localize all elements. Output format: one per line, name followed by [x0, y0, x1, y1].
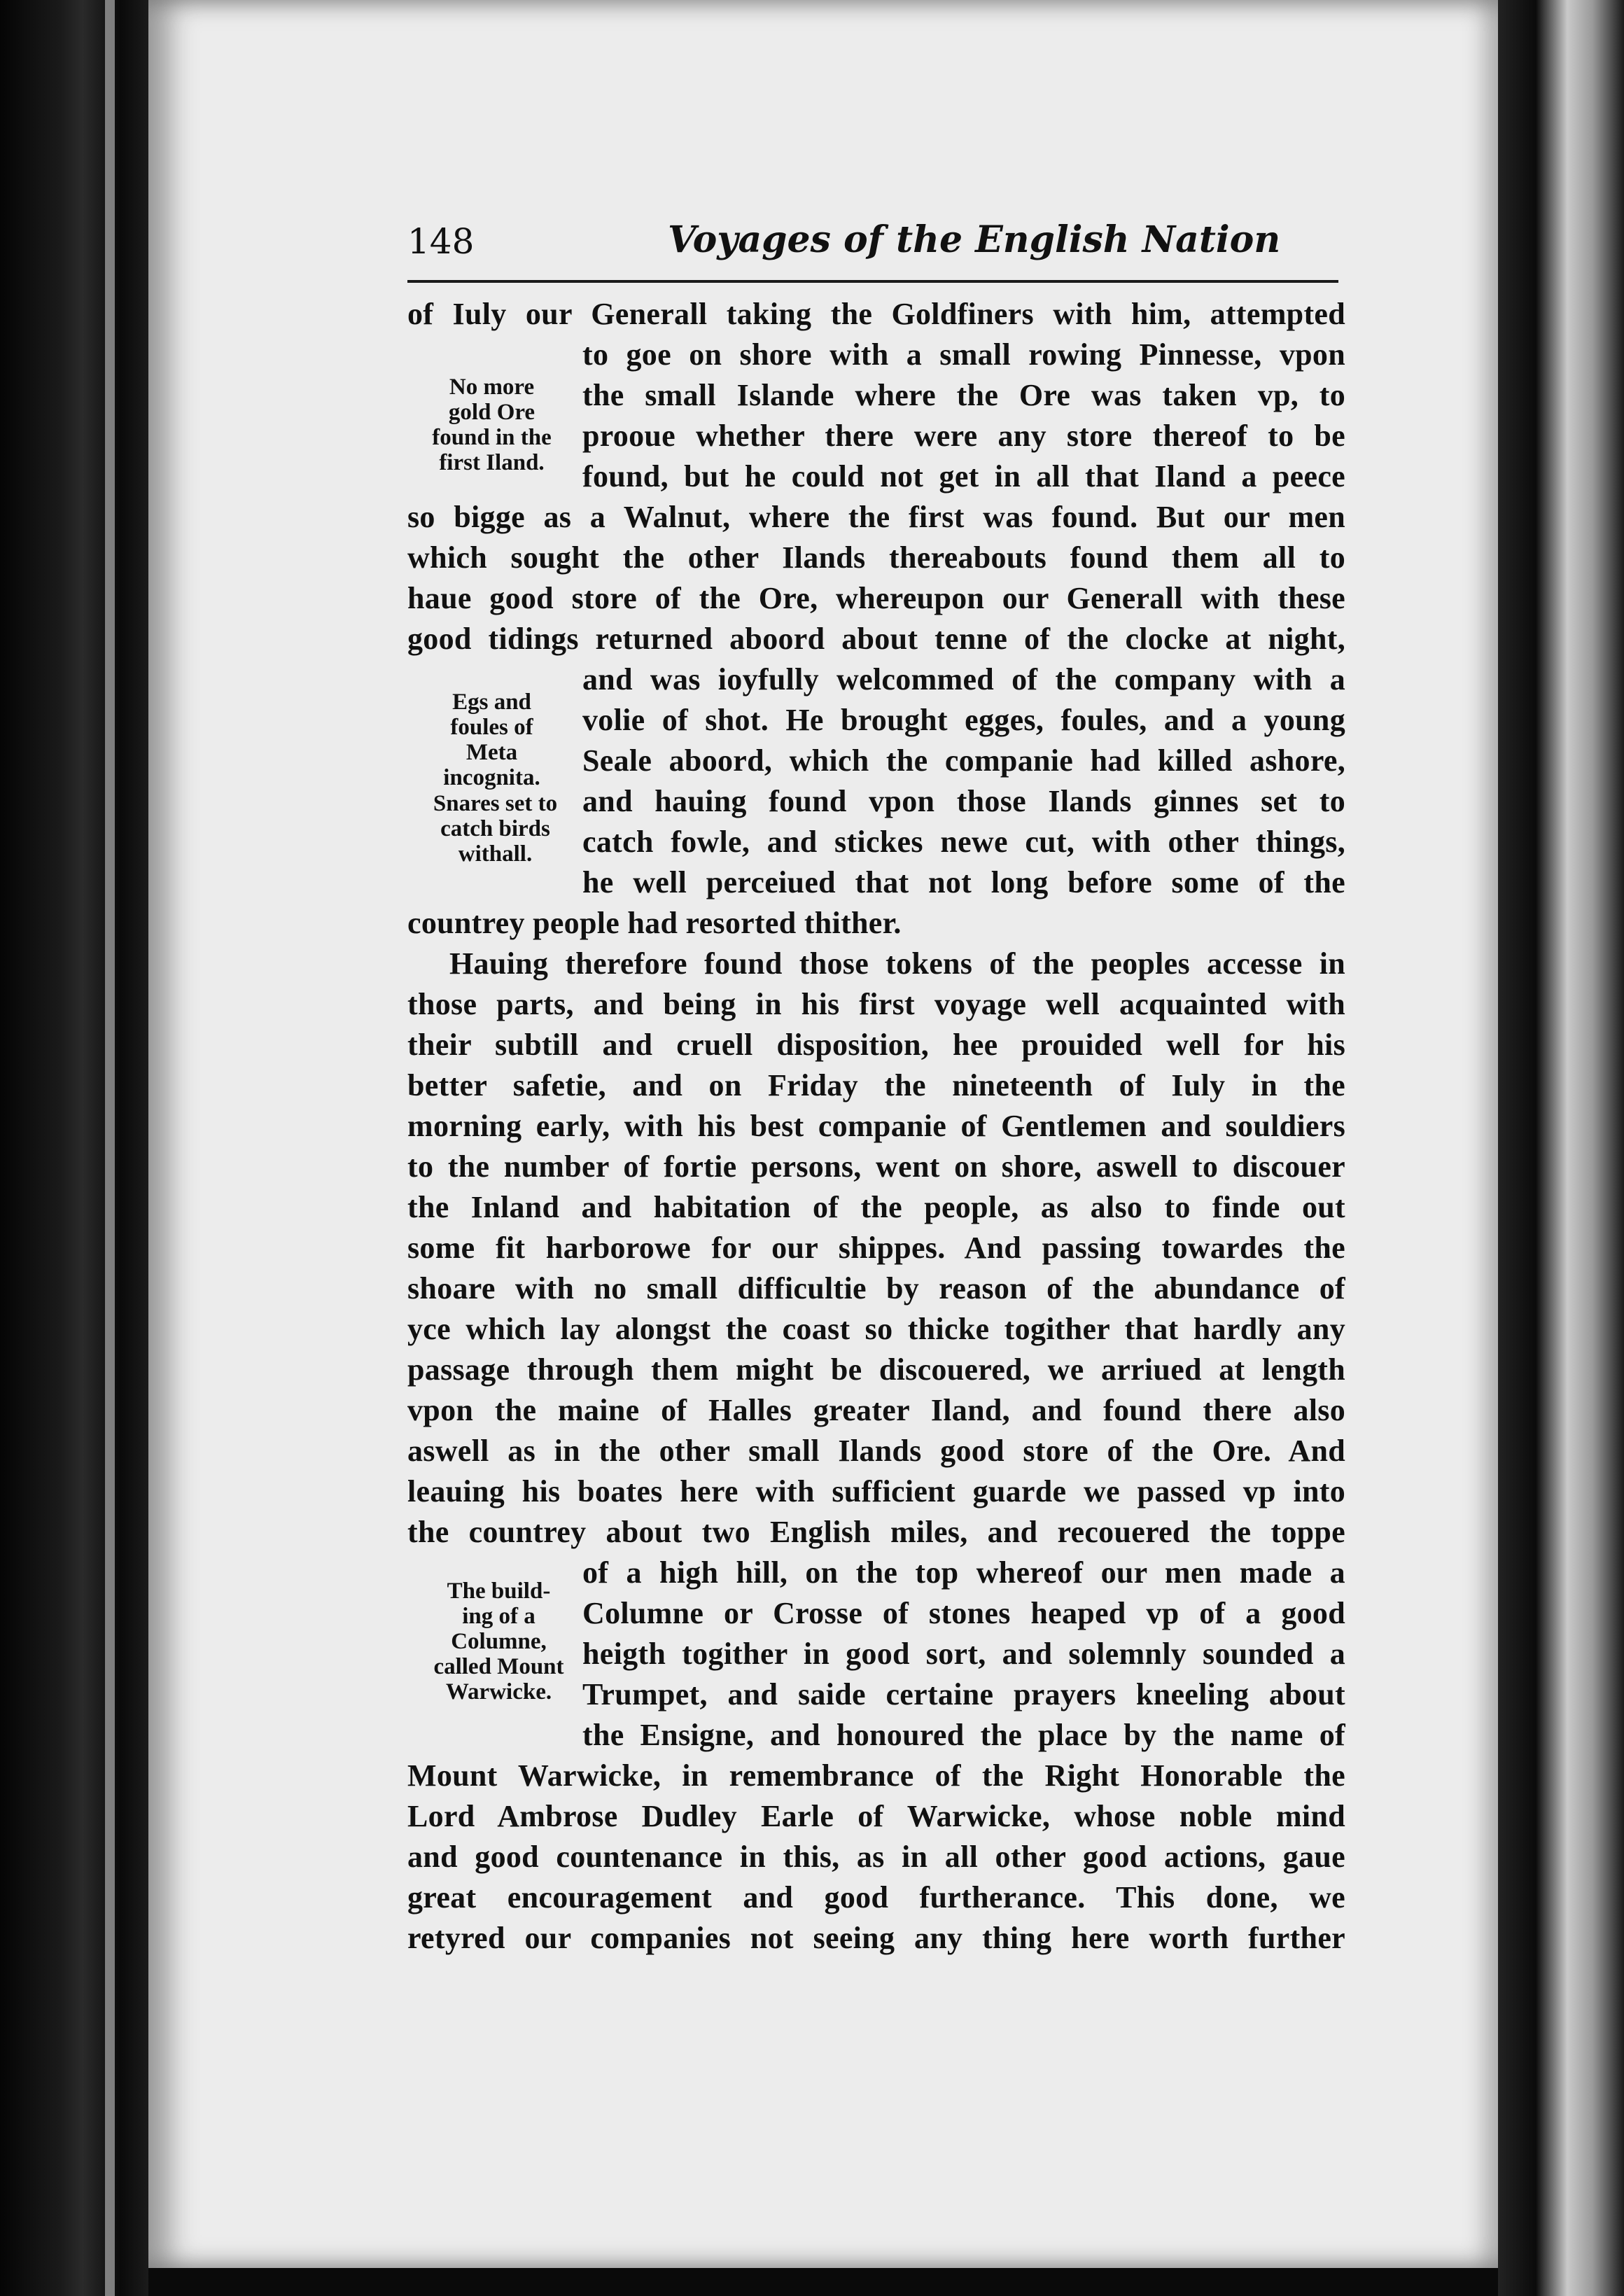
text-line: of Iuly our Generall taking the Goldfiners with him, attempted: [407, 297, 1345, 331]
margin-note-line: Snares set to: [433, 791, 558, 816]
text-line: Lord Ambrose Dudley Earle of Warwicke, whose noble mind: [407, 1799, 1345, 1833]
text-line: shoare with no small difficultie by reason of the abundance of: [407, 1271, 1345, 1306]
text-line: the countrey about two English miles, and recouered the toppe: [407, 1515, 1345, 1549]
text-line: to the number of fortie persons, went on shore, aswell to discouer: [407, 1149, 1345, 1184]
text-line: the small Islande where the Ore was taken vp, to: [582, 378, 1345, 412]
margin-note-line: catch birds: [440, 816, 550, 841]
text-line: Columne or Crosse of stones heaped vp of a good: [582, 1596, 1345, 1630]
text-line: so bigge as a Walnut, where the first was found. But our men: [407, 500, 1345, 534]
margin-note-line: first Iland.: [439, 450, 545, 475]
text-line: prooue whether there were any store thereof to be: [582, 419, 1345, 453]
margin-note-mount-warwicke: [413, 1578, 584, 1704]
text-line: yce which lay alongst the coast so thicke togither that hardly any: [407, 1312, 1345, 1346]
text-line: morning early, with his best companie of Gentlemen and souldiers: [407, 1109, 1345, 1143]
text-line: Seale aboord, which the companie had killed ashore,: [582, 743, 1345, 778]
text-line: haue good store of the Ore, whereupon our Generall with these: [407, 581, 1345, 615]
text-line: those parts, and being in his first voyage well acquainted with: [407, 987, 1345, 1021]
text-line: which sought the other Ilands thereabouts found them all to: [407, 540, 1345, 575]
text-line: leauing his boates here with sufficient guarde we passed vp into: [407, 1474, 1345, 1508]
text-line: better safetie, and on Friday the nineteenth of Iuly in the: [407, 1068, 1345, 1102]
text-line: the Inland and habitation of the people, as also to finde out: [407, 1190, 1345, 1224]
text-line: Mount Warwicke, in remembrance of the Right Honorable the: [407, 1758, 1345, 1793]
margin-note-line: ing of a: [462, 1604, 536, 1629]
text-line: great encouragement and good furtherance. This done, we: [407, 1880, 1345, 1914]
page-bottom-edge: [148, 2268, 1498, 2296]
margin-note-line: incognita.: [443, 765, 540, 790]
text-line: countrey people had resorted thither.: [407, 906, 902, 940]
text-line: the Ensigne, and honoured the place by the name of: [582, 1718, 1345, 1752]
text-line: of a high hill, on the top whereof our men made a: [582, 1555, 1345, 1590]
text-line: retyred our companies not seeing any thing here worth further: [407, 1921, 1345, 1955]
margin-note-line: called Mount: [433, 1654, 564, 1679]
text-line: Trumpet, and saide certaine prayers kneeling about: [582, 1677, 1345, 1712]
margin-note-egs-foules: [413, 690, 570, 790]
book-binding: [0, 0, 150, 2296]
page-number: 148: [407, 221, 475, 262]
page-right-edge: [1498, 0, 1624, 2296]
margin-note-line: The build-: [447, 1578, 551, 1604]
margin-note-line: No more: [449, 374, 535, 400]
text-line: and was ioyfully welcommed of the company with a: [582, 662, 1345, 696]
margin-note-line: Egs and: [452, 690, 531, 715]
margin-note-gold-ore: [413, 374, 570, 475]
text-line: volie of shot. He brought egges, foules, and a young: [582, 703, 1345, 737]
text-line: passage through them might be discouered, we arriued at length: [407, 1352, 1345, 1387]
margin-note-line: Warwicke.: [445, 1679, 552, 1704]
text-line: some fit harborowe for our shippes. And passing towardes the: [407, 1231, 1345, 1265]
text-line: heigth togither in good sort, and solemnly sounded a: [582, 1637, 1345, 1671]
margin-note-line: Meta: [465, 740, 518, 765]
text-line: their subtill and cruell disposition, hee prouided well for his: [407, 1028, 1345, 1062]
text-line: vpon the maine of Halles greater Iland, and found there also: [407, 1393, 1345, 1427]
margin-note-line: foules of: [450, 715, 533, 740]
text-line: Hauing therefore found those tokens of the peoples accesse in: [449, 946, 1345, 981]
running-title: Voyages of the English Nation: [668, 218, 1281, 261]
text-line: good tidings returned aboord about tenne of the clocke at night,: [407, 622, 1345, 656]
header-rule: [407, 280, 1338, 283]
text-line: catch fowle, and stickes newe cut, with other things,: [582, 825, 1345, 859]
text-line: aswell as in the other small Ilands good store of the Ore. And: [407, 1434, 1345, 1468]
margin-note-snares: [413, 791, 578, 867]
margin-note-line: gold Ore: [448, 400, 536, 425]
text-line: to goe on shore with a small rowing Pinnesse, vpon: [582, 337, 1345, 372]
text-line: and good countenance in this, as in all other good actions, gaue: [407, 1840, 1345, 1874]
margin-note-line: found in the: [432, 425, 552, 450]
margin-note-line: Columne,: [451, 1629, 547, 1654]
text-line: he well perceiued that not long before some of the: [582, 865, 1345, 899]
text-line: and hauing found vpon those Ilands ginnes set to: [582, 784, 1345, 818]
page-header: [407, 217, 1338, 273]
margin-note-line: withall.: [458, 841, 533, 867]
text-line: found, but he could not get in all that Iland a peece: [582, 459, 1345, 493]
binding-edge: [105, 0, 115, 2296]
